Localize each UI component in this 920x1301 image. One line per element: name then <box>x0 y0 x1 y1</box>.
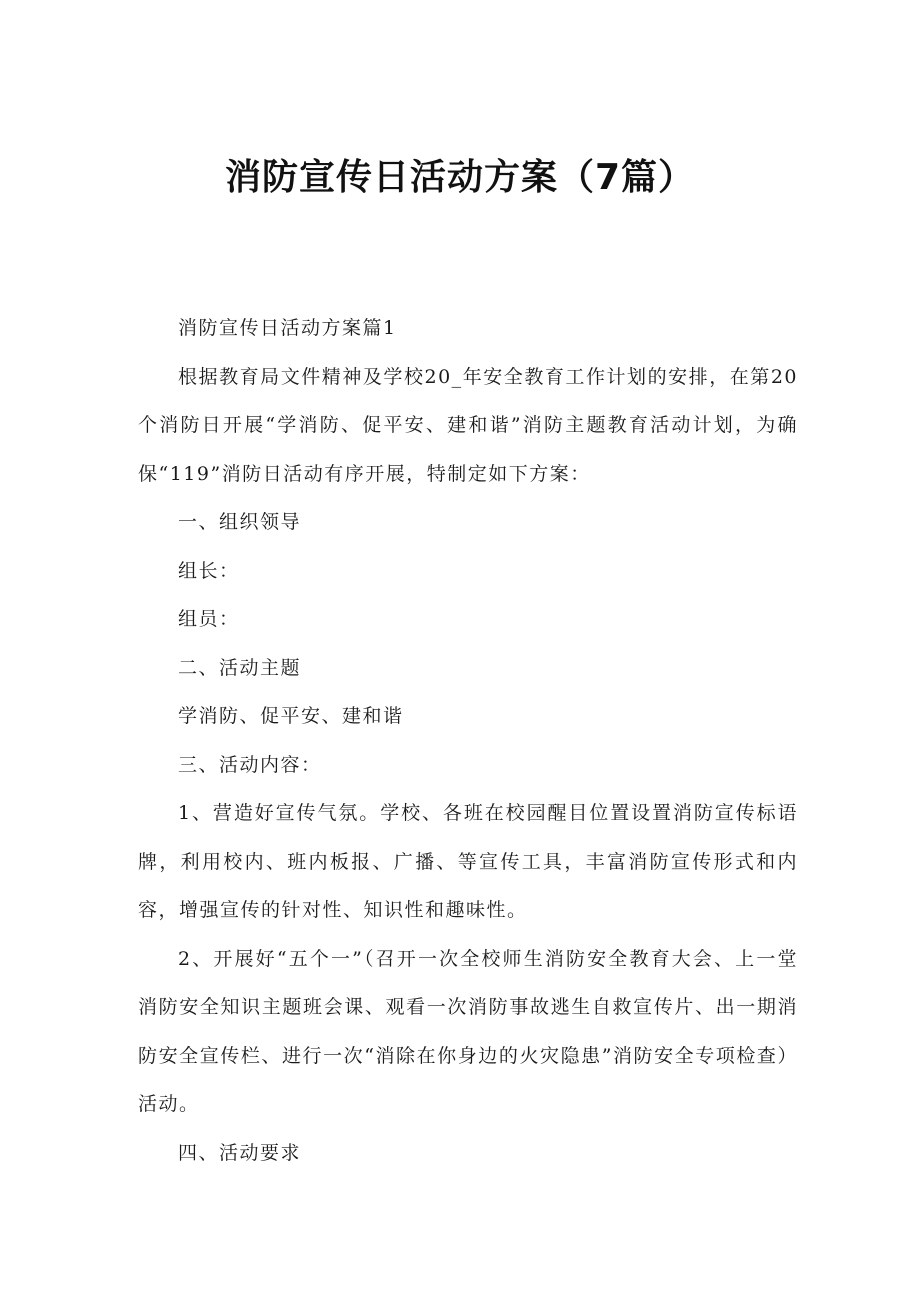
section-heading-part1: 消防宣传日活动方案篇1 <box>178 317 397 339</box>
heading-theme: 二、活动主题 <box>178 656 302 679</box>
document-body <box>138 304 798 1177</box>
heading-organization: 一、组织领导 <box>178 511 302 533</box>
team-leader-line: 组长： <box>178 559 240 582</box>
team-members-line: 组员： <box>178 608 240 630</box>
content-item-1: 1、营造好宣传气氛。学校、各班在校园醒目位置设置消防宣传标语牌，利用校内、班内板报、广播、等宣传工具，丰富消防宣传形式和内容，增强宣传的针对性、知识性和趣味性。 <box>138 802 798 921</box>
heading-content: 三、活动内容： <box>178 753 322 776</box>
intro-paragraph: 根据教育局文件精神及学校20_年安全教育工作计划的安排，在第20个消防日开展“学消防、促平安、建和谐”消防主题教育活动计划，为确保“119”消防日活动有序开展，特制定如下方案： <box>138 365 798 485</box>
heading-requirements: 四、活动要求 <box>178 1141 302 1164</box>
theme-text: 学消防、促平安、建和谐 <box>178 705 404 727</box>
document-title: 消防宣传日活动方案（7篇） <box>224 157 696 198</box>
content-item-2: 2、开展好“五个一”（召开一次全校师生消防安全教育大会、上一堂消防安全知识主题班会课、观看一次消防事故逃生自救宣传片、出一期消防安全宣传栏、进行一次“消除在你身边的火灾隐患”消防安全专项检查）活动。 <box>138 947 798 1115</box>
